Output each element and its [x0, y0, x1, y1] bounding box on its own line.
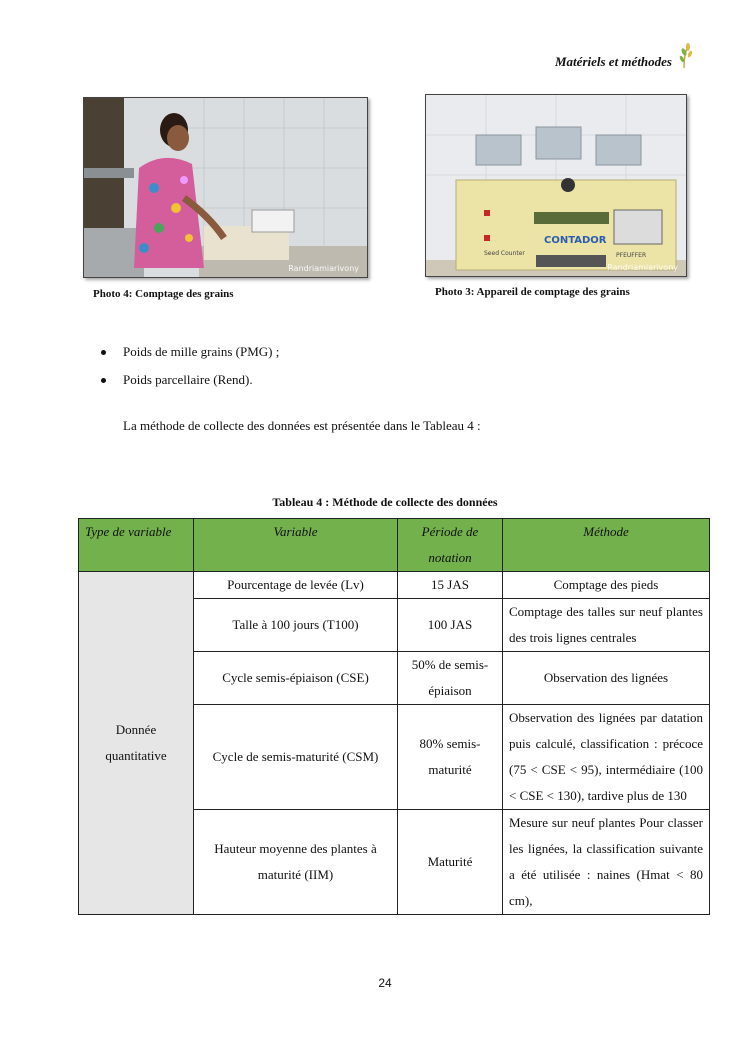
- variable-cell: Cycle de semis-maturité (CSM): [194, 705, 398, 810]
- period-cell: 100 JAS: [398, 599, 503, 652]
- table-title: Tableau 4 : Méthode de collecte des données: [272, 495, 498, 509]
- photo-seed-counter: [425, 94, 687, 277]
- bullet-dot-icon: [101, 378, 106, 383]
- data-collection-table: [78, 518, 710, 915]
- method-cell: Observation des lignées: [503, 652, 710, 705]
- photo-caption: Photo 4: Comptage des grains: [93, 288, 234, 300]
- page-number: 24: [378, 976, 392, 990]
- list-item-text: Poids parcellaire (Rend).: [123, 372, 253, 387]
- photo-credit: Randriamiarivony: [607, 263, 678, 272]
- column-header: Méthode: [503, 519, 710, 572]
- period-cell: Maturité: [398, 810, 503, 915]
- bullet-list: [101, 338, 279, 394]
- period-cell: 80% semis-maturité: [398, 705, 503, 810]
- method-cell: Comptage des talles sur neuf plantes des trois lignes centrales: [503, 599, 710, 652]
- period-cell: 15 JAS: [398, 572, 503, 599]
- column-header: Variable: [194, 519, 398, 572]
- device-sub: Seed Counter: [484, 250, 525, 257]
- period-cell: 50% de semis-épiaison: [398, 652, 503, 705]
- variable-type-label-line2: quantitative: [105, 748, 167, 763]
- list-item: [101, 366, 279, 394]
- variable-cell: Pourcentage de levée (Lv): [194, 572, 398, 599]
- method-cell: Mesure sur neuf plantes Pour classer les lignées, la classification suivante a été utilisée : naines (Hmat < 80 cm),: [503, 810, 710, 915]
- table-header-row: [79, 519, 710, 572]
- list-item: [101, 338, 279, 366]
- running-header-title: Matériels et méthodes: [555, 54, 672, 69]
- photo-credit: Randriamiarivony: [288, 264, 359, 273]
- wheat-logo-icon: [675, 42, 693, 68]
- variable-cell: Talle à 100 jours (T100): [194, 599, 398, 652]
- photo-caption: Photo 3: Appareil de comptage des grains: [435, 286, 630, 298]
- photo-grain-counting-image: [84, 98, 367, 277]
- method-cell: Comptage des pieds: [503, 572, 710, 599]
- variable-type-cell: [79, 572, 194, 915]
- list-item-text: Poids de mille grains (PMG) ;: [123, 344, 280, 359]
- column-header: Période de notation: [398, 519, 503, 572]
- device-label: CONTADOR: [544, 235, 607, 246]
- bullet-dot-icon: [101, 350, 106, 355]
- photo-grain-counting: [83, 97, 368, 278]
- variable-type-label-line1: Donnée: [115, 722, 157, 737]
- table-row: [79, 572, 710, 599]
- body-paragraph: La méthode de collecte des données est présentée dans le Tableau 4 :: [123, 418, 481, 433]
- variable-cell: Hauteur moyenne des plantes à maturité (IIM): [194, 810, 398, 915]
- device-brand: PFEUFFER: [616, 252, 647, 259]
- photo-seed-counter-image: [426, 95, 686, 276]
- method-cell: Observation des lignées par datation puis calculé, classification : précoce (75 < CSE < 95), intermédiaire (100 < CSE < 130), tardive plus de 130: [503, 705, 710, 810]
- column-header: Type de variable: [79, 519, 194, 572]
- variable-cell: Cycle semis-épiaison (CSE): [194, 652, 398, 705]
